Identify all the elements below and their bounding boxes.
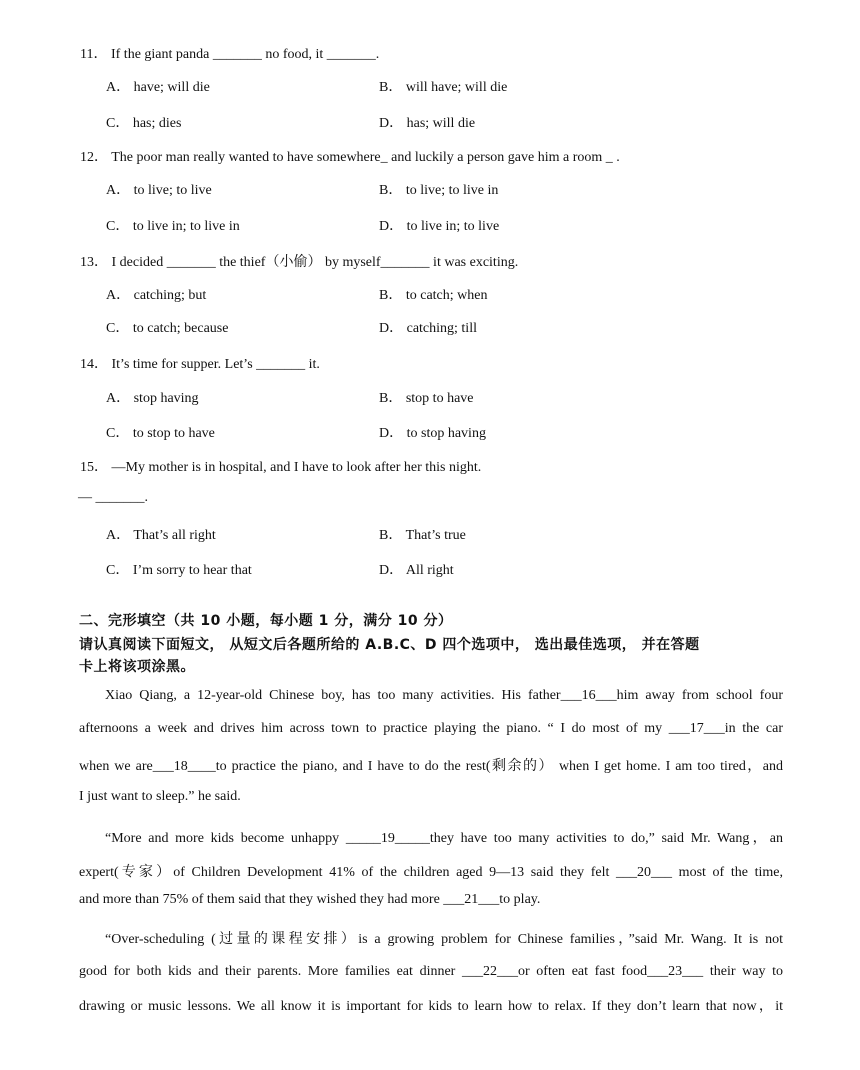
passage-p2-line2: expert(专家）of Children Development 41% of the children aged 9—13 said they felt ___20___ most of the time, [79,865,783,880]
section-instruction-line2: 卡上将该项涂黑。 [79,659,195,675]
question-15-option-c: C． I’m sorry to hear that [106,563,252,578]
question-15-option-b: B． That’s true [379,528,466,543]
question-14-option-c: C． to stop to have [106,426,215,441]
question-14-option-a: A． stop having [106,391,199,406]
question-15-option-d: D． All right [379,563,454,578]
question-14-stem: 14． It’s time for supper. Let’s _______ it. [80,357,320,372]
question-12-option-c: C． to live in; to live in [106,219,240,234]
question-11-stem: 11． If the giant panda _______ no food, it _______. [80,47,380,62]
question-15-response-line: — _______. [78,490,148,505]
question-14-option-d: D． to stop having [379,426,486,441]
question-13-option-d: D． catching; till [379,321,477,336]
question-11-option-d: D． has; will die [379,116,476,131]
question-15-option-a: A． That’s all right [106,528,216,543]
question-12-option-b: B． to live; to live in [379,183,499,198]
question-12-option-d: D． to live in; to live [379,219,500,234]
passage-p3-line1: “Over-scheduling (过量的课程安排）is a growing problem for Chinese families，”said Mr. Wang. It is not [105,932,783,947]
section-heading: 二、完形填空（共 10 小题，每小题 1 分，满分 10 分） [79,613,453,629]
section-instruction-line1: 请认真阅读下面短文， 从短文后各题所给的 A.B.C、D 四个选项中， 选出最佳选项， 并在答题 [79,637,700,653]
passage-p2-line3: and more than 75% of them said that they wished they had more ___21___to play. [79,892,541,907]
passage-p3-line3: drawing or music lessons. We all know it is important for kids to learn how to relax. If they don’t learn that now，it [79,999,783,1014]
question-15-stem: 15． —My mother is in hospital, and I have to look after her this night. [80,460,482,475]
question-13-stem: 13． I decided _______ the thief（小偷） by myself_______ it was exciting. [80,255,519,270]
question-11-option-c: C． has; dies [106,116,182,131]
question-13-option-a: A． catching; but [106,288,207,303]
question-11-option-b: B． will have; will die [379,80,508,95]
passage-p1-line2: afternoons a week and drives him across town to practice playing the piano. “ I do most of my ___17___in the car [79,721,783,736]
passage-p2-line1: “More and more kids become unhappy _____19_____they have too many activities to do,” said Mr. Wang，an [105,831,783,846]
question-11-option-a: A． have; will die [106,80,210,95]
passage-p1-line3: when we are___18____to practice the piano, and I have to do the rest(剩余的） when I get home. I am too tired，and [79,759,783,774]
question-12-stem: 12． The poor man really wanted to have somewhere_ and luckily a person gave him a room _ . [80,150,620,165]
question-14-option-b: B． stop to have [379,391,474,406]
question-13-option-b: B． to catch; when [379,288,488,303]
question-13-option-c: C． to catch; because [106,321,229,336]
question-12-option-a: A． to live; to live [106,183,212,198]
passage-p3-line2: good for both kids and their parents. More families eat dinner ___22___or often eat fast food___23___ their way to [79,964,783,979]
passage-p1-line4: I just want to sleep.” he said. [79,789,241,804]
passage-p1-line1: Xiao Qiang, a 12-year-old Chinese boy, has too many activities. His father___16___him away from school four [105,688,783,703]
